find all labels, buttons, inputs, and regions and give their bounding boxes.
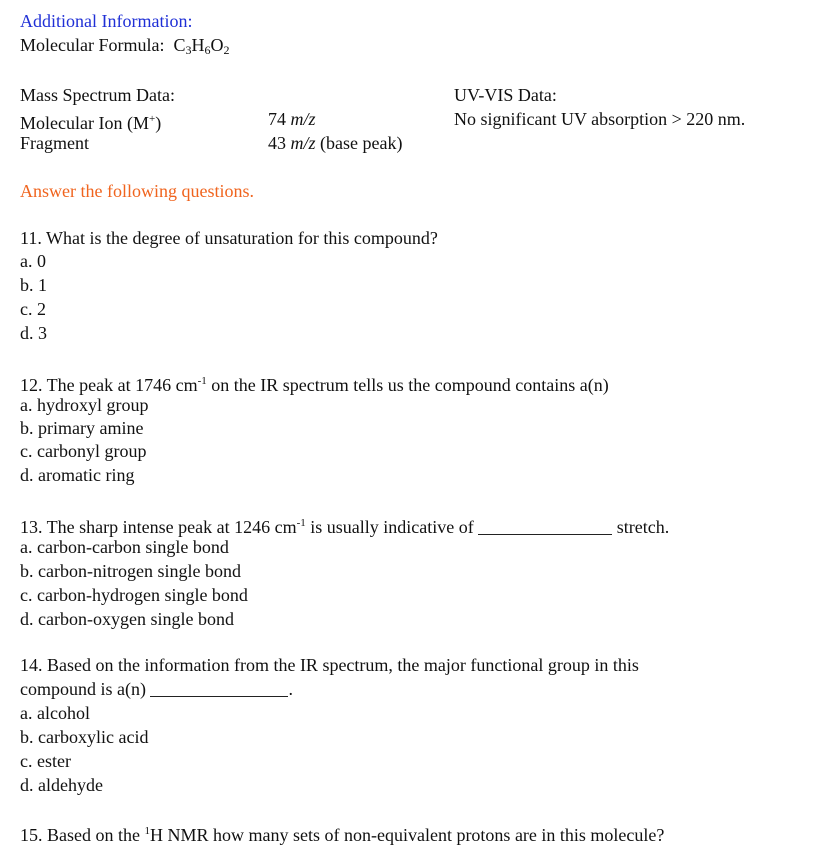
fragment-value: 43 m/z (base peak) (268, 133, 403, 153)
q14-option-d[interactable]: d. aldehyde (20, 775, 103, 795)
instructions: Answer the following questions. (20, 181, 254, 201)
q13-option-b[interactable]: b. carbon-nitrogen single bond (20, 561, 241, 581)
molecular-ion-value: 74 m/z (268, 109, 316, 129)
question-14-line-1: 14. Based on the information from the IR spectrum, the major functional group in this (20, 655, 639, 675)
fragment-label: Fragment (20, 133, 89, 153)
question-13: 13. The sharp intense peak at 1246 $cm^{-1}$ is usually indicative of stretch. (20, 517, 670, 537)
molecular-formula-line (20, 34, 229, 61)
uv-vis-title: UV-VIS Data: (454, 85, 557, 105)
question-15: 15. Based on the $^1$H NMR how many sets of non-equivalent protons are in this molecule? (20, 825, 665, 845)
q13-option-a[interactable]: a. carbon-carbon single bond (20, 537, 229, 557)
q14-option-a[interactable]: a. alcohol (20, 703, 90, 723)
question-11: 11. What is the degree of unsaturation for this compound? (20, 228, 438, 248)
formula-value: $C_3H_6O_2$ (173, 35, 230, 57)
q12-option-d[interactable]: d. aromatic ring (20, 465, 135, 485)
q14-option-c[interactable]: c. ester (20, 751, 71, 771)
molecular-ion-label: Molecular Ion (M+) (20, 113, 162, 133)
q11-option-b[interactable]: b. 1 (20, 275, 47, 295)
mass-spectrum-title: Mass Spectrum Data: (20, 85, 175, 105)
uv-vis-text: No significant UV absorption > 220 nm. (454, 109, 746, 129)
question-14-line-2: compound is a(n) . (20, 679, 293, 699)
q13-answer-blank[interactable] (478, 518, 612, 535)
additional-info-heading: Additional Information: (20, 11, 193, 31)
q13-option-d[interactable]: d. carbon-oxygen single bond (20, 609, 234, 629)
q13-option-c[interactable]: c. carbon-hydrogen single bond (20, 585, 248, 605)
question-12: 12. The peak at 1746 $cm^{-1}$ on the IR spectrum tells us the compound contains a(n) (20, 375, 609, 395)
q11-option-d[interactable]: d. 3 (20, 323, 47, 343)
q11-option-c[interactable]: c. 2 (20, 299, 46, 319)
q14-answer-blank[interactable] (150, 680, 288, 697)
q14-option-b[interactable]: b. carboxylic acid (20, 727, 149, 747)
q12-option-b[interactable]: b. primary amine (20, 418, 144, 438)
q12-option-a[interactable]: a. hydroxyl group (20, 395, 149, 415)
formula-label: Molecular Formula: (20, 35, 165, 55)
q12-option-c[interactable]: c. carbonyl group (20, 441, 147, 461)
q11-option-a[interactable]: a. 0 (20, 251, 46, 271)
